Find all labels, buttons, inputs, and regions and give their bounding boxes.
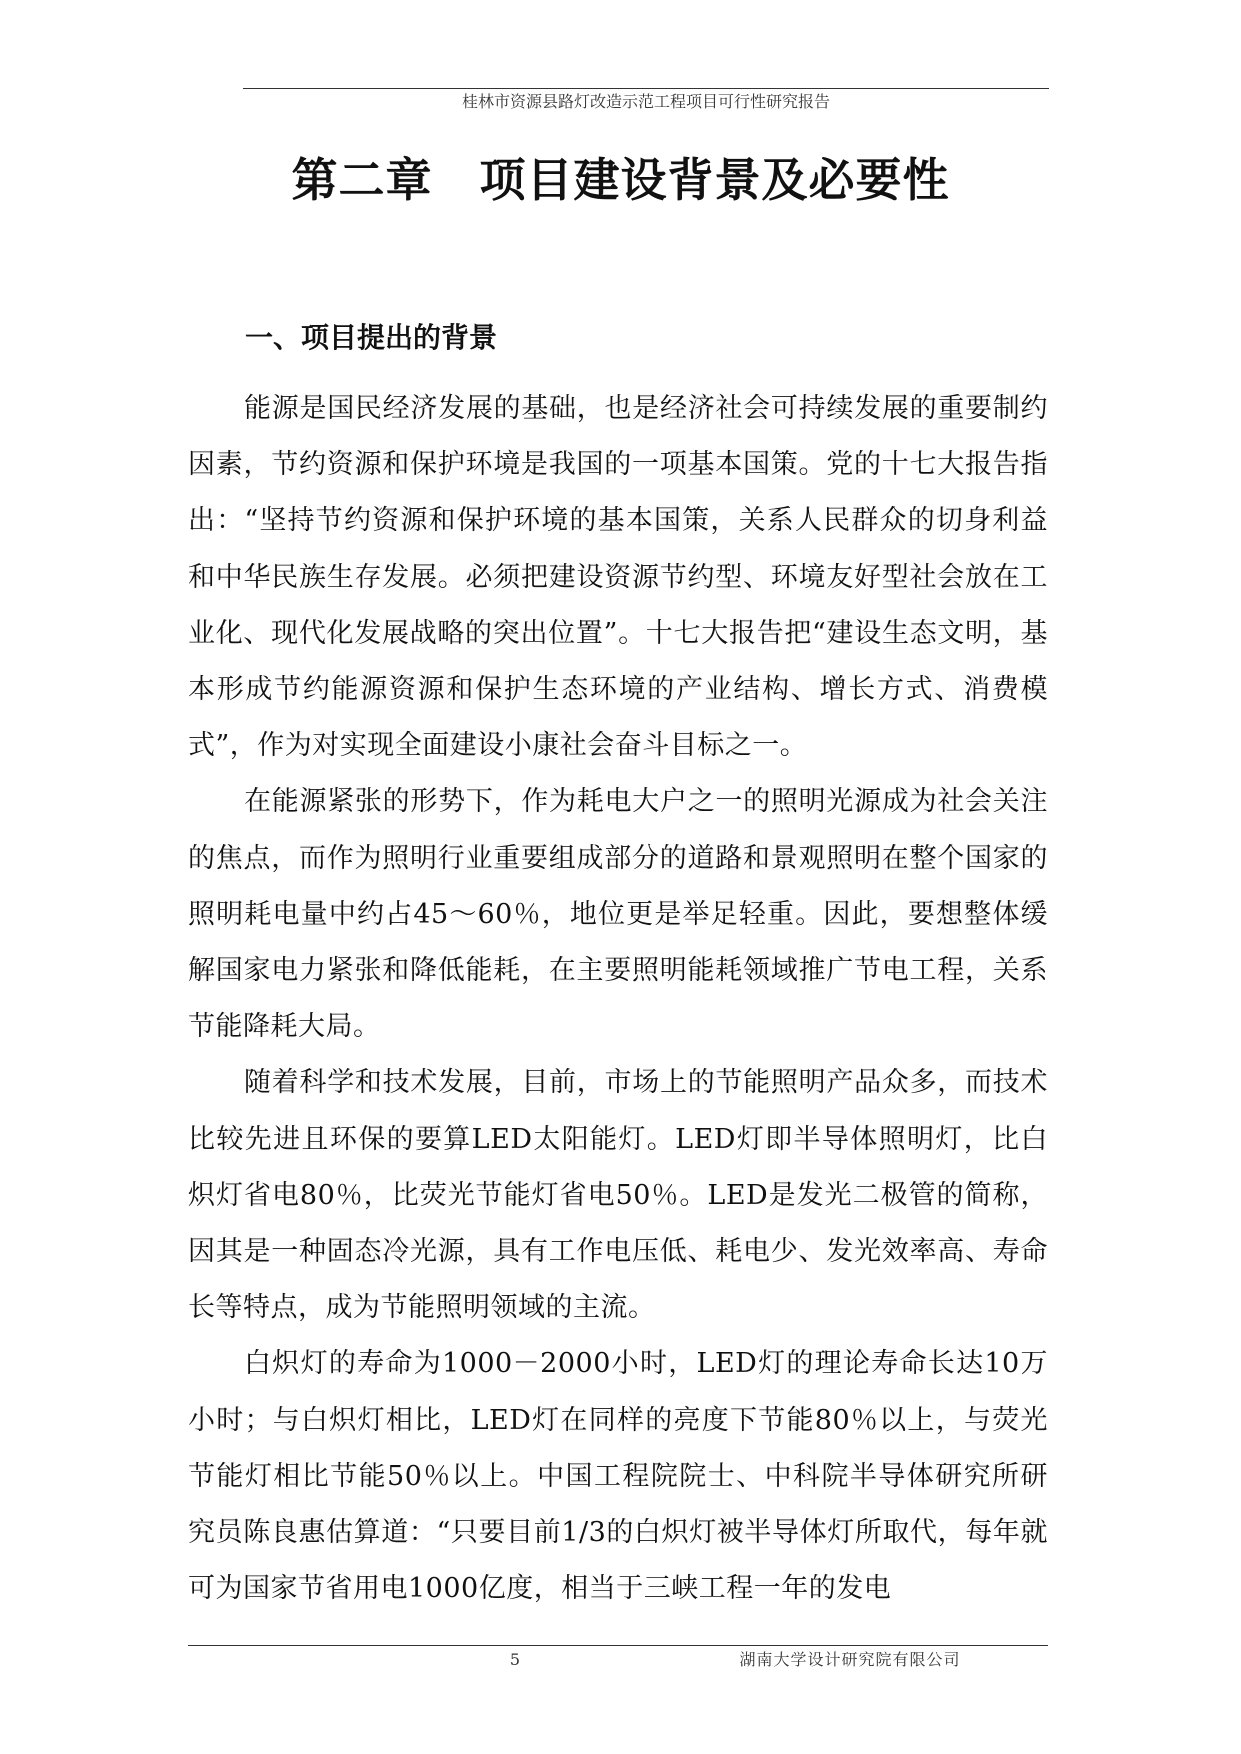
- chapter-title: 第二章 项目建设背景及必要性: [291, 153, 950, 207]
- footer-rule: [188, 1645, 1048, 1646]
- header-rule: [243, 88, 1049, 89]
- paragraph: 白炽灯的寿命为1000－2000小时，LED灯的理论寿命长达10万小时；与白炽灯相比，LED灯在同样的亮度下节能80％以上，与荧光节能灯相比节能50％以上。中国工程院院士、中科院半导体研究所研究员陈良惠估算道：“只要目前1/3的白炽灯被半导体灯所取代，每年就可为国家节省用电1000亿度，相当于三峡工程一年的发电: [188, 1348, 1048, 1605]
- paragraph: 能源是国民经济发展的基础，也是经济社会可持续发展的重要制约因素，节约资源和保护环境是我国的一项基本国策。党的十七大报告指出：“坚持节约资源和保护环境的基本国策，关系人民群众的切身利益和中华民族生存发展。必须把建设资源节约型、环境友好型社会放在工业化、现代化发展战略的突出位置”。十七大报告把“建设生态文明，基本形成节约能源资源和保护生态环境的产业结构、增长方式、消费模式”，作为对实现全面建设小康社会奋斗目标之一。: [188, 393, 1048, 762]
- paragraph: 随着科学和技术发展，目前，市场上的节能照明产品众多，而技术比较先进且环保的要算LED太阳能灯。LED灯即半导体照明灯，比白炽灯省电80％，比荧光节能灯省电50％。LED是发光二极管的简称，因其是一种固态冷光源，具有工作电压低、耗电少、发光效率高、寿命长等特点，成为节能照明领域的主流。: [188, 1067, 1048, 1324]
- body-text: [188, 381, 1048, 1617]
- page-number: 5: [509, 1650, 521, 1669]
- footer-organization: 湖南大学设计研究院有限公司: [739, 1650, 961, 1669]
- section-heading: 一、项目提出的背景: [245, 321, 498, 354]
- paragraph: 在能源紧张的形势下，作为耗电大户之一的照明光源成为社会关注的焦点，而作为照明行业重要组成部分的道路和景观照明在整个国家的照明耗电量中约占45～60％，地位更是举足轻重。因此，要想整体缓解国家电力紧张和降低能耗，在主要照明能耗领域推广节电工程，关系节能降耗大局。: [188, 786, 1048, 1043]
- running-header: 桂林市资源县路灯改造示范工程项目可行性研究报告: [461, 92, 830, 111]
